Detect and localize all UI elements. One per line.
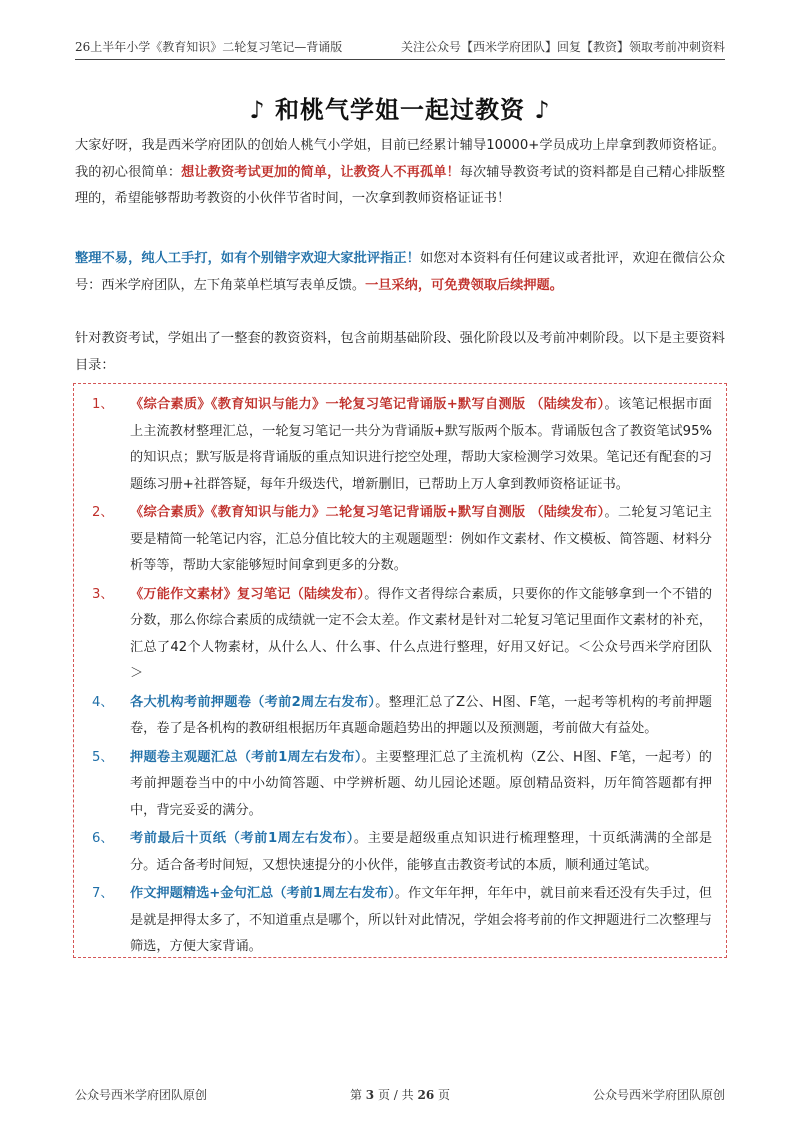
catalog-item-number: 6、 — [92, 831, 114, 846]
catalog-item-body — [130, 582, 712, 688]
catalog-item-number: 2、 — [92, 505, 114, 520]
catalog-item — [84, 500, 712, 580]
catalog-item-number: 3、 — [92, 586, 114, 602]
catalog-item-description: 。主要是超级重点知识进行梳理整理，十页纸满满的全部是分。适合备考时间短，又想快速提分的小伙伴，能够直击教资考试的本质，顺利通过笔试。 — [130, 831, 713, 873]
catalog-item-description: 。作文年年押，年年中，就目前来看还没有失手过，但是就是押得太多了，不知道重点是哪个，所以针对此情况，学姐会将考前的作文押题进行二次整理与筛选，方便大家背诵。 — [130, 886, 712, 954]
catalog-item-number: 5、 — [92, 749, 114, 765]
intro-p1-highlight: 想让教资考试更加的简单，让教资人不再孤单！ — [181, 164, 460, 180]
page-title: ♪ 和桃气学姐一起过教资 ♪ — [249, 95, 551, 124]
catalog-item-heading: 押题卷主观题汇总（考前1周左右发布） — [130, 749, 362, 765]
footer-right: 公众号西米学府团队原创 — [592, 1088, 725, 1102]
footer-left: 公众号西米学府团队原创 — [75, 1088, 208, 1102]
catalog-item-heading: 《综合素质》《教育知识与能力》一轮复习笔记背诵版+默写自测版 （陆续发布） — [130, 397, 605, 412]
catalog-item — [84, 826, 712, 879]
catalog-item-heading: 《万能作文素材》复习笔记（陆续发布） — [130, 586, 365, 602]
catalog-item-number: 4、 — [92, 694, 114, 710]
catalog-list — [84, 392, 712, 961]
catalog-item-heading: 作文押题精选+金句汇总（考前1周左右发布） — [130, 886, 395, 901]
total-pages: 26 — [417, 1088, 435, 1102]
catalog-item-body — [130, 881, 712, 961]
intro-p2-red: 一旦采纳，可免费领取后续押题。 — [365, 277, 563, 293]
page-footer — [75, 1086, 725, 1103]
catalog-item-description: 。主要整理汇总了主流机构（Z公、H图、F笔，一起考）的考前押题卷当中的中小幼简答题、中学辨析题、幼儿园论述题。原创精品资料，历年简答题都有押中，背完妥妥的满分。 — [130, 749, 712, 818]
intro-paragraph-1 — [75, 133, 725, 213]
catalog-item-heading: 考前最后十页纸（考前1周左右发布） — [130, 831, 354, 846]
catalog-item-heading: 各大机构考前押题卷（考前2周左右发布） — [130, 694, 376, 710]
catalog-item — [84, 881, 712, 961]
catalog-item-number: 7、 — [92, 886, 114, 901]
catalog-item-body — [130, 745, 712, 825]
intro-p1-a: 大家好呀，我是西米学府团队的创始人桃气小学姐，目前已经累计辅导10000+学员成功上岸拿到教师资格证。我的初心很简单： — [75, 138, 725, 180]
catalog-item — [84, 745, 712, 825]
catalog-item-body — [130, 500, 712, 580]
intro-p1-b: 每次辅导教资考试的资料都是自己精心排版整理的，希望能够帮助考教资的小伙伴节省时间，一次拿到教师资格证证书！ — [75, 164, 726, 206]
catalog-item — [84, 690, 712, 743]
catalog-box — [73, 383, 727, 958]
catalog-item-body — [130, 392, 712, 498]
intro-paragraph-3: 针对教资考试，学姐出了一整套的教资资料，包含前期基础阶段、强化阶段以及考前冲刺阶段。以下是主要资料目录： — [75, 331, 725, 373]
catalog-item-heading: 《综合素质》《教育知识与能力》二轮复习笔记背诵版+默写自测版 （陆续发布） — [130, 505, 605, 520]
catalog-item-description: 。整理汇总了Z公、H图、F笔，一起考等机构的考前押题卷，卷了是各机构的教研组根据历年真题命题趋势出的押题以及预测题，考前做大有益处。 — [130, 694, 712, 736]
catalog-item-body — [130, 826, 712, 879]
catalog-item — [84, 582, 712, 688]
page-number: 第 3 页 / 共 26 页 — [349, 1088, 451, 1102]
header-left: 26上半年小学《教育知识》二轮复习笔记—背诵版 — [75, 40, 343, 54]
page-header — [75, 38, 725, 60]
catalog-item-description: 。二轮复习笔记主要是精简一轮笔记内容，汇总分值比较大的主观题题型：例如作文素材、作文模板、简答题、材料分析等等，帮助大家能够短时间拿到更多的分数。 — [130, 505, 712, 573]
intro-paragraph-2 — [75, 246, 725, 299]
current-page: 3 — [365, 1088, 375, 1102]
catalog-item-description: 。该笔记根据市面上主流教材整理汇总，一轮复习笔记一共分为背诵版+默写版两个版本。背诵版包含了教资笔试95%的知识点；默写版是将背诵版的重点知识进行挖空处理，帮助大家检测学习效果。笔记还有配套的习题练习册+社群答疑，每年升级迭代，增新删旧，已帮助上万人拿到教师资格证证书。 — [130, 397, 712, 492]
intro-p2-highlight: 整理不易，纯人工手打，如有个别错字欢迎大家批评指正！ — [75, 251, 420, 266]
header-right: 关注公众号【西米学府团队】回复【教资】领取考前冲刺资料 — [400, 40, 725, 54]
catalog-item-body — [130, 690, 712, 743]
intro-p2-a: 如您对本资料有任何建议或者批评，欢迎在微信公众号：西米学府团队，左下角菜单栏填写表单反馈。 — [75, 251, 726, 293]
catalog-item-number: 1、 — [92, 397, 114, 412]
catalog-item-description: 。得作文者得综合素质，只要你的作文能够拿到一个不错的分数，那么你综合素质的成绩就一定不会太差。作文素材是针对二轮复习笔记里面作文素材的补充，汇总了42个人物素材，从什么人、什么事、什么点进行整理，好用又好记。＜公众号西米学府团队＞ — [130, 586, 713, 681]
catalog-item — [84, 392, 712, 498]
